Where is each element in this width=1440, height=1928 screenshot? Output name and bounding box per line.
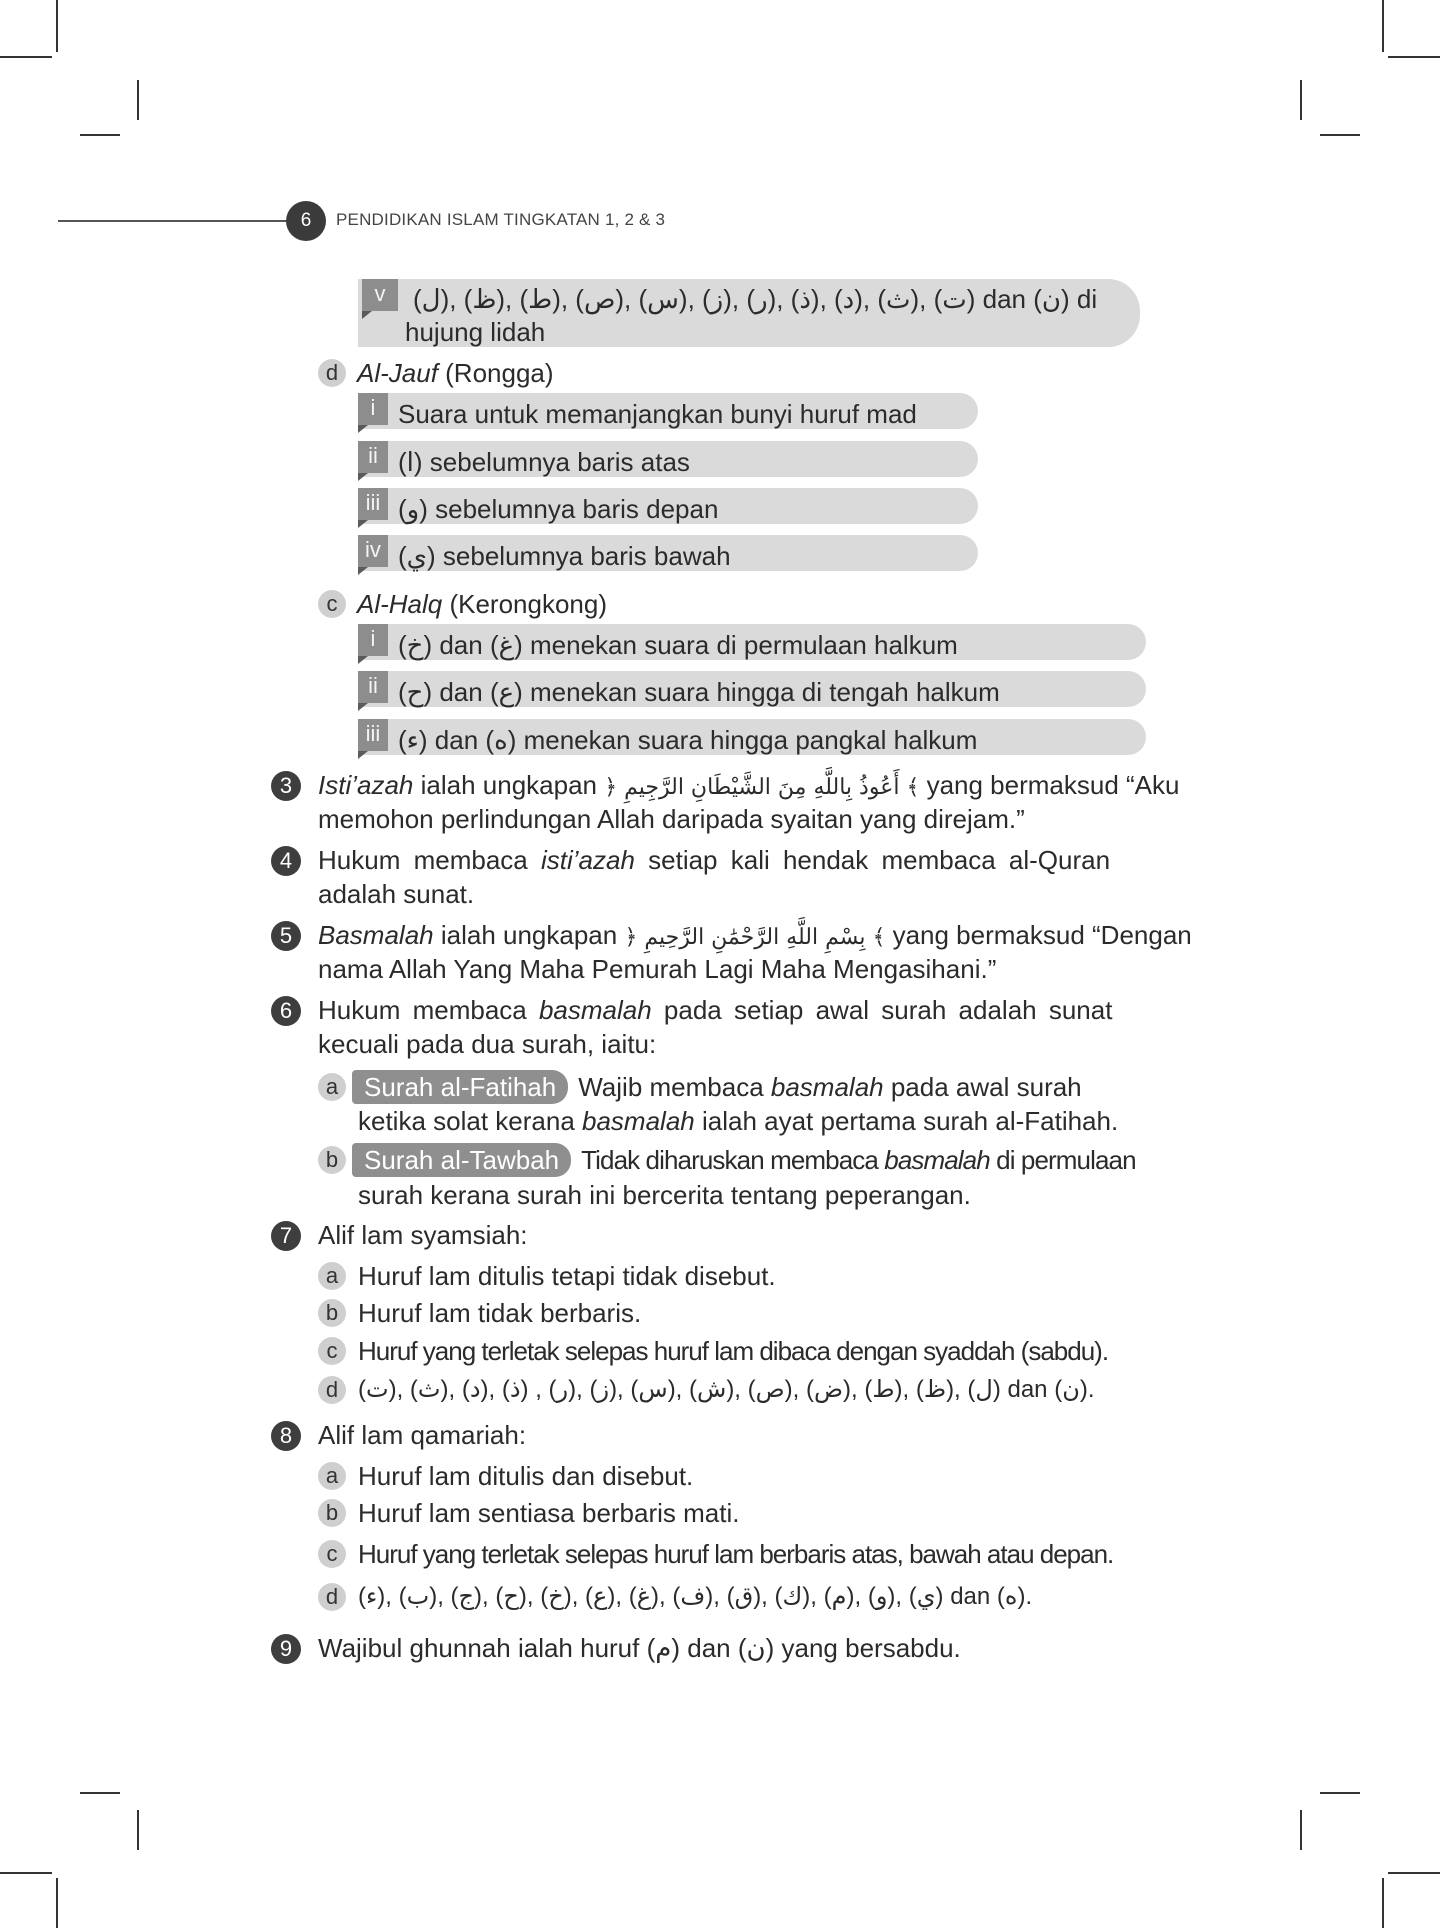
item-label: i [358,393,388,425]
item-label: v [362,279,398,311]
crop-mark [56,0,58,52]
paragraph-line [318,993,1112,1027]
paragraph-line [318,918,1192,955]
text-span: di permulaan [989,1145,1136,1175]
crop-mark [137,80,139,120]
paragraph-line: Wajibul ghunnah ialah huruf (م) dan (ن) yang bersabdu. [318,1633,961,1663]
text-span: setiap kali hendak membaca al-Quran [634,845,1111,875]
sub-letter: a [318,1073,346,1101]
heading-rest: (Rongga) [437,358,554,388]
text-span: yang bermaksud “Dengan [885,920,1192,950]
surah-badge: Surah al-Fatihah [352,1070,568,1104]
list-item: Huruf lam sentiasa berbaris mati. [358,1498,740,1528]
sub-letter: d [318,359,346,387]
header-rule [58,220,288,222]
text-span: yang bermaksud “Aku [919,770,1180,800]
sub-letter: d [318,1376,346,1404]
paragraph-line: memohon perlindungan Allah daripada syaitan yang direjam.” [318,804,1025,834]
paragraph-line: adalah sunat. [318,879,475,909]
text-span: Hukum membaca [318,845,541,875]
jauf-item [358,535,978,571]
point-number: 6 [271,996,301,1026]
crop-mark [1300,1810,1302,1850]
crop-mark [0,56,52,58]
item-label: iv [358,535,388,567]
sub-letter: b [318,1299,346,1327]
item-text: (ء) dan (ه) menekan suara hingga pangkal halkum [398,725,978,755]
text-span: Wajib membaca [578,1072,771,1102]
paragraph-line [358,1104,1118,1138]
text-span: ketika solat kerana [358,1106,583,1136]
item-text: (ح) dan (ع) menekan suara hingga di tengah halkum [398,677,1000,707]
crop-mark [1382,1878,1384,1928]
list-item: (ت), (ث), (د), (ذ) , (ر), (ز), (س), (ش), (ص), (ض), (ط), (ظ), (ل) dan (ن). [358,1376,1095,1403]
sub-letter: d [318,1583,346,1611]
jauf-item [358,488,978,524]
sub-letter: b [318,1499,346,1527]
item-text-line: hujung lidah [405,317,546,347]
point-number: 9 [271,1634,301,1664]
crop-mark [1388,1872,1440,1874]
list-item: Huruf yang terletak selepas huruf lam dibaca dengan syaddah (sabdu). [358,1336,1109,1366]
crop-mark [0,1872,52,1874]
sub-letter: a [318,1262,346,1290]
crop-mark [1300,80,1302,120]
paragraph-line [352,1070,1082,1104]
paragraph-line: surah kerana surah ini bercerita tentang peperangan. [358,1180,971,1210]
page-title: PENDIDIKAN ISLAM TINGKATAN 1, 2 & 3 [336,210,666,229]
item-text-line: (ل), (ظ), (ط), (ص), (س), (ز), (ر), (ذ), (د), (ث), (ت) dan (ن) di [413,284,1098,314]
point-number: 7 [271,1221,301,1251]
paragraph-line [318,768,1179,805]
halq-item [358,719,1146,755]
heading-italic: Al-Halq [357,589,443,619]
sub-letter: b [318,1146,346,1174]
point-number: 3 [271,771,301,801]
jauf-item [358,393,978,429]
text-span: ialah ungkapan [433,920,625,950]
crop-mark [137,1810,139,1850]
list-item: Huruf lam tidak berbaris. [358,1298,642,1328]
arabic-phrase: ﴿ أَعُوذُ بِاللَّهِ مِنَ الشَّيْطَانِ الرَّجِيمِ ﴾ [604,775,920,800]
point-title: Alif lam qamariah: [318,1420,527,1450]
list-item: Huruf lam ditulis dan disebut. [358,1461,694,1491]
item-text: (ا) sebelumnya baris atas [398,447,690,477]
term-italic: basmalah [582,1106,695,1136]
item-text: Suara untuk memanjangkan bunyi huruf mad [398,399,917,429]
list-item: Huruf lam ditulis tetapi tidak disebut. [358,1261,776,1291]
item-label: i [358,624,388,656]
text-span: ialah ungkapan [413,770,605,800]
term-italic: basmalah [770,1072,884,1102]
halq-item [358,671,1146,707]
heading-italic: Al-Jauf [357,358,438,388]
crop-mark [1388,56,1440,58]
term-italic: basmalah [884,1145,990,1175]
crop-mark [1382,0,1384,52]
text-span: ialah ayat pertama surah al-Fatihah. [694,1106,1119,1136]
point-number: 4 [271,846,301,876]
term-italic: Basmalah [318,920,434,950]
paragraph-line: nama Allah Yang Maha Pemurah Lagi Maha Mengasihani.” [318,954,997,984]
item-text: (و) sebelumnya baris depan [398,494,719,524]
page-number: 6 [286,201,326,241]
crop-mark [1320,134,1360,136]
sub-letter: c [318,590,346,618]
halq-item [358,624,1146,660]
item-label: ii [358,671,388,703]
section-heading [357,587,607,621]
crop-mark [80,134,120,136]
list-item: Huruf yang terletak selepas huruf lam berbaris atas, bawah atau depan. [358,1539,1114,1569]
crop-mark [80,1792,120,1794]
text-span: pada setiap awal surah adalah sunat [651,995,1113,1025]
lisan-item-v [358,279,1140,347]
term-italic: basmalah [538,995,652,1025]
page-header [58,201,1158,241]
heading-rest: (Kerongkong) [442,589,608,619]
paragraph-line [318,843,1110,877]
surah-badge: Surah al-Tawbah [352,1143,571,1177]
item-label: ii [358,441,388,473]
crop-mark [1320,1792,1360,1794]
item-text: (ي) sebelumnya baris bawah [398,541,731,571]
arabic-phrase: ﴿ بِسْمِ اللَّهِ الرَّحْمَٰنِ الرَّحِيمِ ﴾ [624,925,886,950]
term-italic: Isti’azah [318,770,414,800]
item-label: iii [358,719,388,751]
point-title: Alif lam syamsiah: [318,1220,528,1250]
crop-mark [56,1878,58,1928]
section-heading [357,356,554,390]
sub-letter: c [318,1337,346,1365]
list-item: (ء), (ب), (ج), (ح), (خ), (ع), (غ), (ف), (ق), (ك), (م), (و), (ي) dan (ه). [358,1583,1033,1610]
paragraph-line: kecuali pada dua surah, iaitu: [318,1029,657,1059]
point-number: 8 [271,1421,301,1451]
item-label: iii [358,488,388,520]
point-number: 5 [271,921,301,951]
sub-letter: c [318,1540,346,1568]
item-text: (خ) dan (غ) menekan suara di permulaan halkum [398,630,958,660]
text-span: Tidak diharuskan membaca [581,1145,885,1175]
text-span: pada awal surah [883,1072,1082,1102]
term-italic: isti’azah [540,845,635,875]
jauf-item [358,441,978,477]
paragraph-line [352,1143,1136,1177]
sub-letter: a [318,1462,346,1490]
text-span: Hukum membaca [318,995,539,1025]
